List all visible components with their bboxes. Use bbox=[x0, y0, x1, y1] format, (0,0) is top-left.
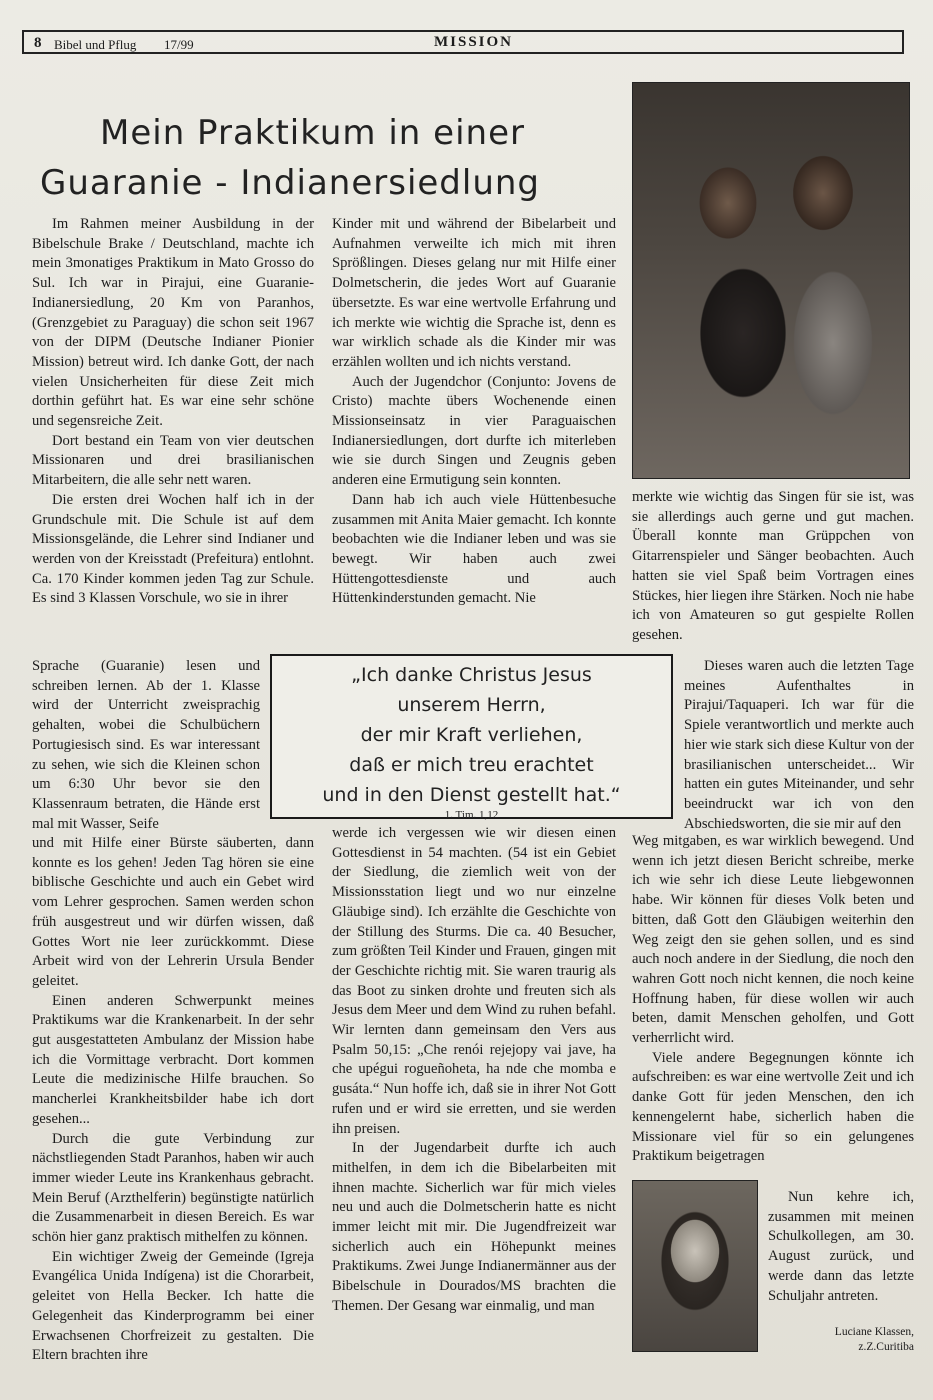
paragraph: werde ich vergessen wie wir diesen einen Gottesdienst in 54 machten. (54 ist ein Gebiet der Siedlung, die ziemlich weit von der Missionsstation liegt und wo nur einzelne Gläubige sind). Ich erzählte die Geschichte von der Stillung des Sturms. Die ca. 40 Besucher, zum größten Teil Kinder und Frauen, gingen mit der Geschichte richtig mit. Sie waren traurig als das Boot zu sinken drohte und freuten sich als Jesus dem Meer und dem Wind zu ruhen befahl. Wir lernten dann gemeinsam den Vers aus Psalm 50,15: „Che renói rejejopy vai jave, ha che upégui rogueñoheta, ha nde che momba e gusáta.“ Nun hoffe ich, daß sie in ihrer Not Gott rufen und er wird sie erretten, und sie werden ihn preisen. bbox=[332, 825, 616, 1137]
quote-line: daß er mich treu erachtet bbox=[349, 754, 594, 776]
paragraph: Durch die gute Verbindung zur nächstliegenden Stadt Paranhos, haben wir auch immer wieder Leute ins Krankenhaus gebracht. Mein Beruf (Arzthelferin) begünstigte natürlich die Zusammenarbeit in diesen Bereich. Es war schön hier ganz praktisch mithelfen zu können. bbox=[32, 1130, 314, 1246]
column-1-top bbox=[32, 215, 314, 609]
column-3-top bbox=[632, 488, 914, 646]
quote-line: „Ich danke Christus Jesus bbox=[351, 664, 592, 686]
paragraph: Sprache (Guaranie) lesen und schreiben lernen. Ab der 1. Klasse wird der Unterricht zweisprachig gehalten, wobei die Schulbüchern Portugiesisch sind. Es war interessant zu sehen, wie sich die Kleinen schon um 6:30 Uhr bevor sie den Klassenraum betraten, die Hände erst mal mit Wasser, Seife bbox=[32, 658, 260, 832]
paragraph: Viele andere Begegnungen könnte ich aufschreiben: es war eine wertvolle Zeit und ich danke Gott für jeden Menschen, den ich kennengelernt habe, sicherlich haben die Missionare viel für so ein gelungenes Praktikum beigetragen bbox=[632, 1049, 914, 1165]
author-signature bbox=[790, 1325, 914, 1355]
section-title: MISSION bbox=[434, 34, 514, 50]
children-photo bbox=[632, 82, 910, 479]
paragraph: und mit Hilfe einer Bürste säuberten, dann konnte es los gehen! Jeden Tag hören sie eine biblische Geschichte und auch ein Gebet wird vom Lehrer gesprochen. Samen werden schon früh ausgestreut und wir dürfen wissen, daß Gottes Wort nie leer zurückkommt. Diese Arbeit wird von der Lehrerin Ursula Bender geleitet. bbox=[32, 835, 314, 989]
column-2-top bbox=[332, 215, 616, 609]
title-line-1: Mein Praktikum in einer bbox=[100, 113, 525, 153]
paragraph: Einen anderen Schwerpunkt meines Praktikums war die Krankenarbeit. In der sehr gut ausgestatteten Ambulanz der Mission habe ich die Vormittage verbracht. Dort kommen Leute die medizinische Hilfe brauchen. So mancherlei Krankheitsbilder habe ich dort gesehen... bbox=[32, 992, 314, 1127]
column-3-final bbox=[768, 1188, 914, 1306]
paragraph: Im Rahmen meiner Ausbildung in der Bibelschule Brake / Deutschland, machte ich mein 3monatiges Praktikum in Mato Grosso do Sul. Ich war in Pirajui, eine Guaranie-Indianersiedlung, 20 Km von Paranhos, (Grenzgebiet zu Paraguay) die schon seit 1967 von der DIPM (Deutsche Indianer Pionier Mission) betreut wird. Ich danke Gott, der nach vielen Unsicherheiten für diese Zeit mich dorthin geführt hat. Es war eine sehr schöne und segensreiche Zeit. bbox=[32, 216, 314, 430]
quote-line: unserem Herrn, bbox=[397, 694, 546, 716]
paragraph: Die ersten drei Wochen half ich in der Grundschule mit. Die Schule ist auf dem Missionsgelände, die Lehrer sind Indianer und werden von der Kreisstadt (Prefeitura) entlohnt. Ca. 170 Kinder kommen jeden Tag zur Schule. Es sind 3 Klassen Vorschule, wo sie in ihrer bbox=[32, 491, 314, 607]
bible-quote-box bbox=[270, 654, 673, 819]
page-number: 8 bbox=[34, 35, 42, 51]
author-photo bbox=[632, 1180, 758, 1352]
paragraph: Kinder mit und während der Bibelarbeit und Aufnahmen verweilte ich mich mit ihren Sprößlingen. Dieses gelang nur mit Hilfe einer Dolmetscherin, die jedes Wort auf Guaranie übersetzte. Es war eine wertvolle Erfahrung und ich merkte wie wichtig die Sprache ist, denn es war wirklich schade als die Kinder mir was erzählen wollten und ich nichts verstand. bbox=[332, 216, 616, 370]
column-3-narrow bbox=[684, 657, 914, 834]
title-line-2: Guaranie - Indianersiedlung bbox=[40, 163, 541, 203]
page-header bbox=[22, 30, 904, 54]
column-1-bottom bbox=[32, 834, 314, 1366]
column-3-bottom bbox=[632, 832, 914, 1167]
issue-number: 17/99 bbox=[164, 37, 194, 52]
quote-line: der mir Kraft verliehen, bbox=[360, 724, 583, 746]
paragraph: Nun kehre ich, zusammen mit meinen Schulkollegen, am 30. August zurück, und werde dann das letzte Schuljahr antreten. bbox=[768, 1189, 914, 1304]
author-location: z.Z.Curitiba bbox=[858, 1341, 914, 1353]
paragraph: Dort bestand ein Team von vier deutschen Missionaren und drei brasilianischen Mitarbeitern, die alle sehr nett waren. bbox=[32, 432, 314, 489]
column-2-bottom bbox=[332, 824, 616, 1317]
paragraph: In der Jugendarbeit durfte ich auch mithelfen, in dem ich die Bibelarbeiten mit ihnen machte. Sicherlich war für mich vieles neu und auch die Dolmetscherin hatte es nicht immer leicht mit mir. Die Jugendfreizeit war sicherlich auch ein Höhepunkt meines Praktikums. Zwei Junge Indianermänner aus der Bibelschule in Dourados/MS brachten die Themen. Der Gesang war einmalig, und man bbox=[332, 1140, 616, 1314]
paragraph: Dann hab ich auch viele Hüttenbesuche zusammen mit Anita Maier gemacht. Ich konnte beobachten wie die Indianer leben und was sie bewegt. Wir haben auch zwei Hüttengottesdienste und auch Hüttenkinderstunden gemacht. Nie bbox=[332, 491, 616, 607]
author-name: Luciane Klassen, bbox=[834, 1326, 914, 1338]
paragraph: Dieses waren auch die letzten Tage meines Aufenthaltes in Pirajui/Taquaperi. Ich war für die Spiele verantwortlich und merkte auch hier wie stark sich diese Kultur von der brasilianischen unterscheidet... Wir hatten ein gutes Miteinander, und sehr beeindruckt war ich von den Abschiedsworten, die sie mir auf den bbox=[684, 658, 914, 832]
publication-name: Bibel und Pflug bbox=[54, 37, 137, 52]
quote-line: und in den Dienst gestellt hat.“ bbox=[322, 784, 621, 806]
column-1-narrow bbox=[32, 657, 260, 834]
paragraph: Auch der Jugendchor (Conjunto: Jovens de Cristo) machte übers Wochenende einen Missionseinsatz in vier Paraguaischen Indianersiedlungen, dort durfte ich miterleben wie sie durch Singen und Zeugnis geben anderen eine Ermutigung sein konnten. bbox=[332, 373, 616, 489]
paragraph: Ein wichtiger Zweig der Gemeinde (Igreja Evangélica Unida Indígena) ist die Chorarbeit, geleitet von Hella Becker. Ich hatte die Gelegenheit das Kinderprogramm bei einer Erwachsenen Chorfreizeit zu gestalten. Die Eltern brachten ihre bbox=[32, 1248, 314, 1364]
quote-reference: 1. Tim. 1,12 bbox=[444, 809, 499, 821]
article-title bbox=[40, 108, 600, 208]
paragraph: merkte wie wichtig das Singen für sie ist, was sie allerdings auch gerne und gut machen. Überall konnte man Grüppchen von Gitarrenspieler und Sänger beobachten. Auch hatten sie viel Spaß beim Vortragen eines Stückes, hier liegen ihre Stärken. Noch nie habe ich von Amateuren so gut gespielte Rollen gesehen. bbox=[632, 489, 914, 643]
paragraph: Weg mitgaben, es war wirklich bewegend. Und wenn ich jetzt diesen Bericht schreibe, merke ich wie sehr ich diese Leute liebgewonnen habe. Wir können für dieses Volk beten und bitten, daß Gott den Gläubigen weiterhin den Weg zeigt den sie gehen sollen, und es sind auch noch andere in der Siedlung, die noch den wahren Gott noch nicht kennen, die noch keine Hoffnung haben, für diese wollen wir auch beten, damit Menschen geholfen, und Gott verherrlicht wird. bbox=[632, 833, 914, 1047]
